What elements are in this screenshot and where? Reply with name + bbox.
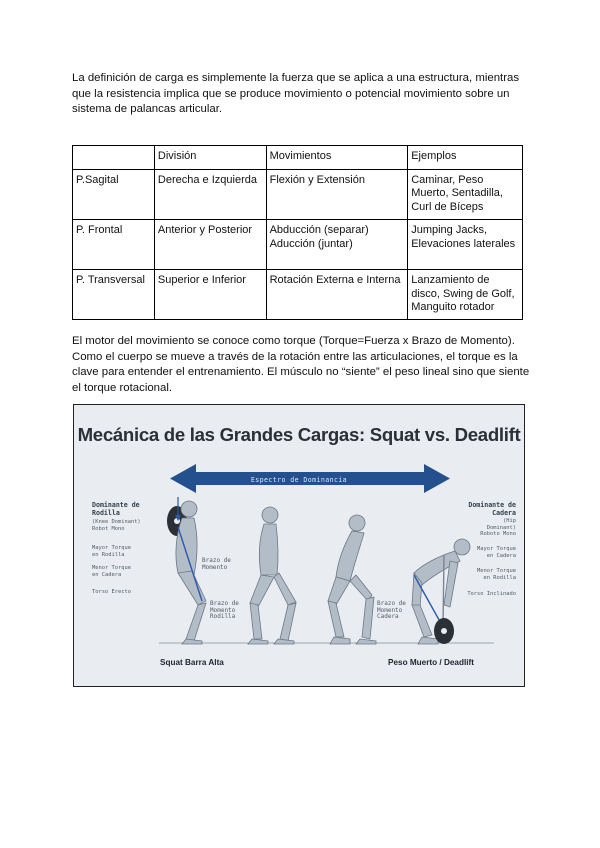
moment-arm-label: Brazo de Momento bbox=[202, 557, 231, 571]
movements-cell: Abducción (separar) Aducción (juntar) bbox=[266, 220, 408, 270]
table-header-cell: División bbox=[154, 146, 266, 170]
hip-dominant-sub: (Hip Dominant) Roboto Mono bbox=[480, 518, 516, 538]
figure-illustration bbox=[74, 405, 525, 687]
table-header-cell: Movimientos bbox=[266, 146, 408, 170]
right-note: Menor Torque en Rodilla bbox=[477, 568, 516, 581]
movements-cell: Rotación Externa e Interna bbox=[266, 270, 408, 320]
table-header-cell: Ejemplos bbox=[408, 146, 523, 170]
planes-table bbox=[72, 145, 523, 320]
table-row bbox=[73, 170, 523, 220]
left-note: Mayor Torque en Rodilla bbox=[92, 545, 131, 558]
torque-paragraph: El motor del movimiento se conoce como torque (Torque=Fuerza x Brazo de Momento). Como el cuerpo se mueve a través de la rotación entre las articulaciones, el torque es la clave para entender el entrenamiento. El músculo no “siente” el peso lineal sino que siente el torque rotacional. bbox=[72, 335, 530, 394]
plane-cell: P. Transversal bbox=[73, 270, 155, 320]
movements-cell: Flexión y Extensión bbox=[266, 170, 408, 220]
spectrum-label: Espectro de Dominancia bbox=[250, 476, 348, 484]
left-note: Menor Torque en Cadera bbox=[92, 565, 131, 578]
intro-paragraph: La definición de carga es simplemente la fuerza que se aplica a una estructura, mientras que la resistencia implica que se produce movimiento o potencial movimiento sobre un sistema de palancas articular. bbox=[72, 72, 520, 116]
table-header-row bbox=[73, 146, 523, 170]
squat-deadlift-figure bbox=[73, 404, 525, 687]
transition-figure bbox=[328, 515, 376, 644]
squat-figure bbox=[167, 501, 206, 644]
examples-cell: Lanzamiento de disco, Swing de Golf, Manguito rotador bbox=[408, 270, 523, 320]
squat-caption: Squat Barra Alta bbox=[160, 658, 224, 667]
table-header-cell bbox=[73, 146, 155, 170]
figure-title: Mecánica de las Grandes Cargas: Squat vs. Deadlift bbox=[77, 424, 521, 445]
table-row bbox=[73, 220, 523, 270]
squat-depth-figure bbox=[248, 507, 296, 644]
examples-cell: Caminar, Peso Muerto, Sentadilla, Curl de Bíceps bbox=[408, 170, 523, 220]
right-note: Torso Inclinado bbox=[467, 591, 516, 597]
deadlift-caption: Peso Muerto / Deadlift bbox=[388, 658, 474, 667]
hip-moment-arm-label: Brazo de Momento Cadera bbox=[377, 600, 406, 621]
examples-cell: Jumping Jacks, Elevaciones laterales bbox=[408, 220, 523, 270]
right-note: Mayor Torque en Cadera bbox=[477, 546, 516, 559]
hip-dominant-heading: Dominante de Cadera bbox=[468, 501, 516, 517]
table-row bbox=[73, 270, 523, 320]
knee-moment-arm-label: Brazo de Momento Rodilla bbox=[210, 600, 239, 621]
knee-dominant-sub: (Knee Dominant) Robot Mono bbox=[92, 519, 141, 532]
knee-dominant-heading: Dominante de Rodilla bbox=[92, 501, 140, 517]
left-note: Torso Erecto bbox=[92, 589, 131, 595]
division-cell: Superior e Inferior bbox=[154, 270, 266, 320]
division-cell: Derecha e Izquierda bbox=[154, 170, 266, 220]
plane-cell: P.Sagital bbox=[73, 170, 155, 220]
plane-cell: P. Frontal bbox=[73, 220, 155, 270]
division-cell: Anterior y Posterior bbox=[154, 220, 266, 270]
